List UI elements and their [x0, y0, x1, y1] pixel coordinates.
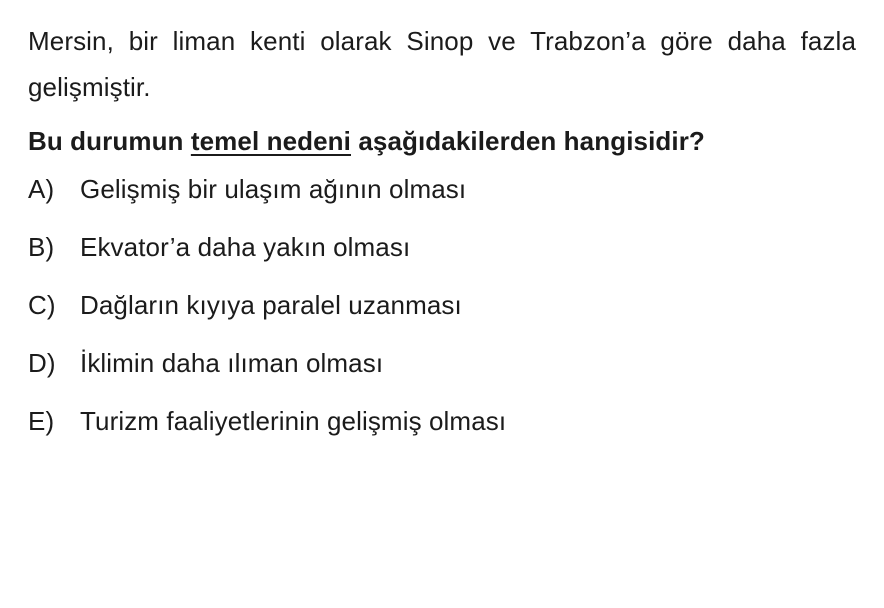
option-a-letter: A) — [28, 174, 55, 204]
option-c-letter: C) — [28, 290, 56, 320]
option-e-letter: E) — [28, 406, 55, 436]
prompt-after: aşağıdakilerden hangisidir? — [351, 126, 705, 156]
question-stem: Mersin, bir liman kenti olarak Sinop ve Trabzon’a göre daha fazla gelişmiştir. — [28, 26, 856, 102]
option-c-text: Dağların kıyıya paralel uzanması — [80, 290, 462, 320]
options-list — [28, 174, 856, 436]
option-e-text: Turizm faaliyetlerinin gelişmiş olması — [80, 406, 507, 436]
option-d-text: İklimin daha ılıman olması — [80, 348, 384, 378]
prompt-underlined: temel nedeni — [190, 126, 351, 156]
option-b-letter: B) — [28, 232, 55, 262]
option-d-letter: D) — [28, 348, 56, 378]
option-e[interactable] — [28, 406, 856, 436]
option-a[interactable] — [28, 174, 856, 204]
option-d[interactable] — [28, 348, 856, 378]
option-a-text: Gelişmiş bir ulaşım ağının olması — [80, 174, 467, 204]
option-b-text: Ekvator’a daha yakın olması — [80, 232, 411, 262]
option-b[interactable] — [28, 232, 856, 262]
question-prompt — [28, 118, 856, 164]
option-c[interactable] — [28, 290, 856, 320]
prompt-before: Bu durumun — [28, 126, 191, 156]
